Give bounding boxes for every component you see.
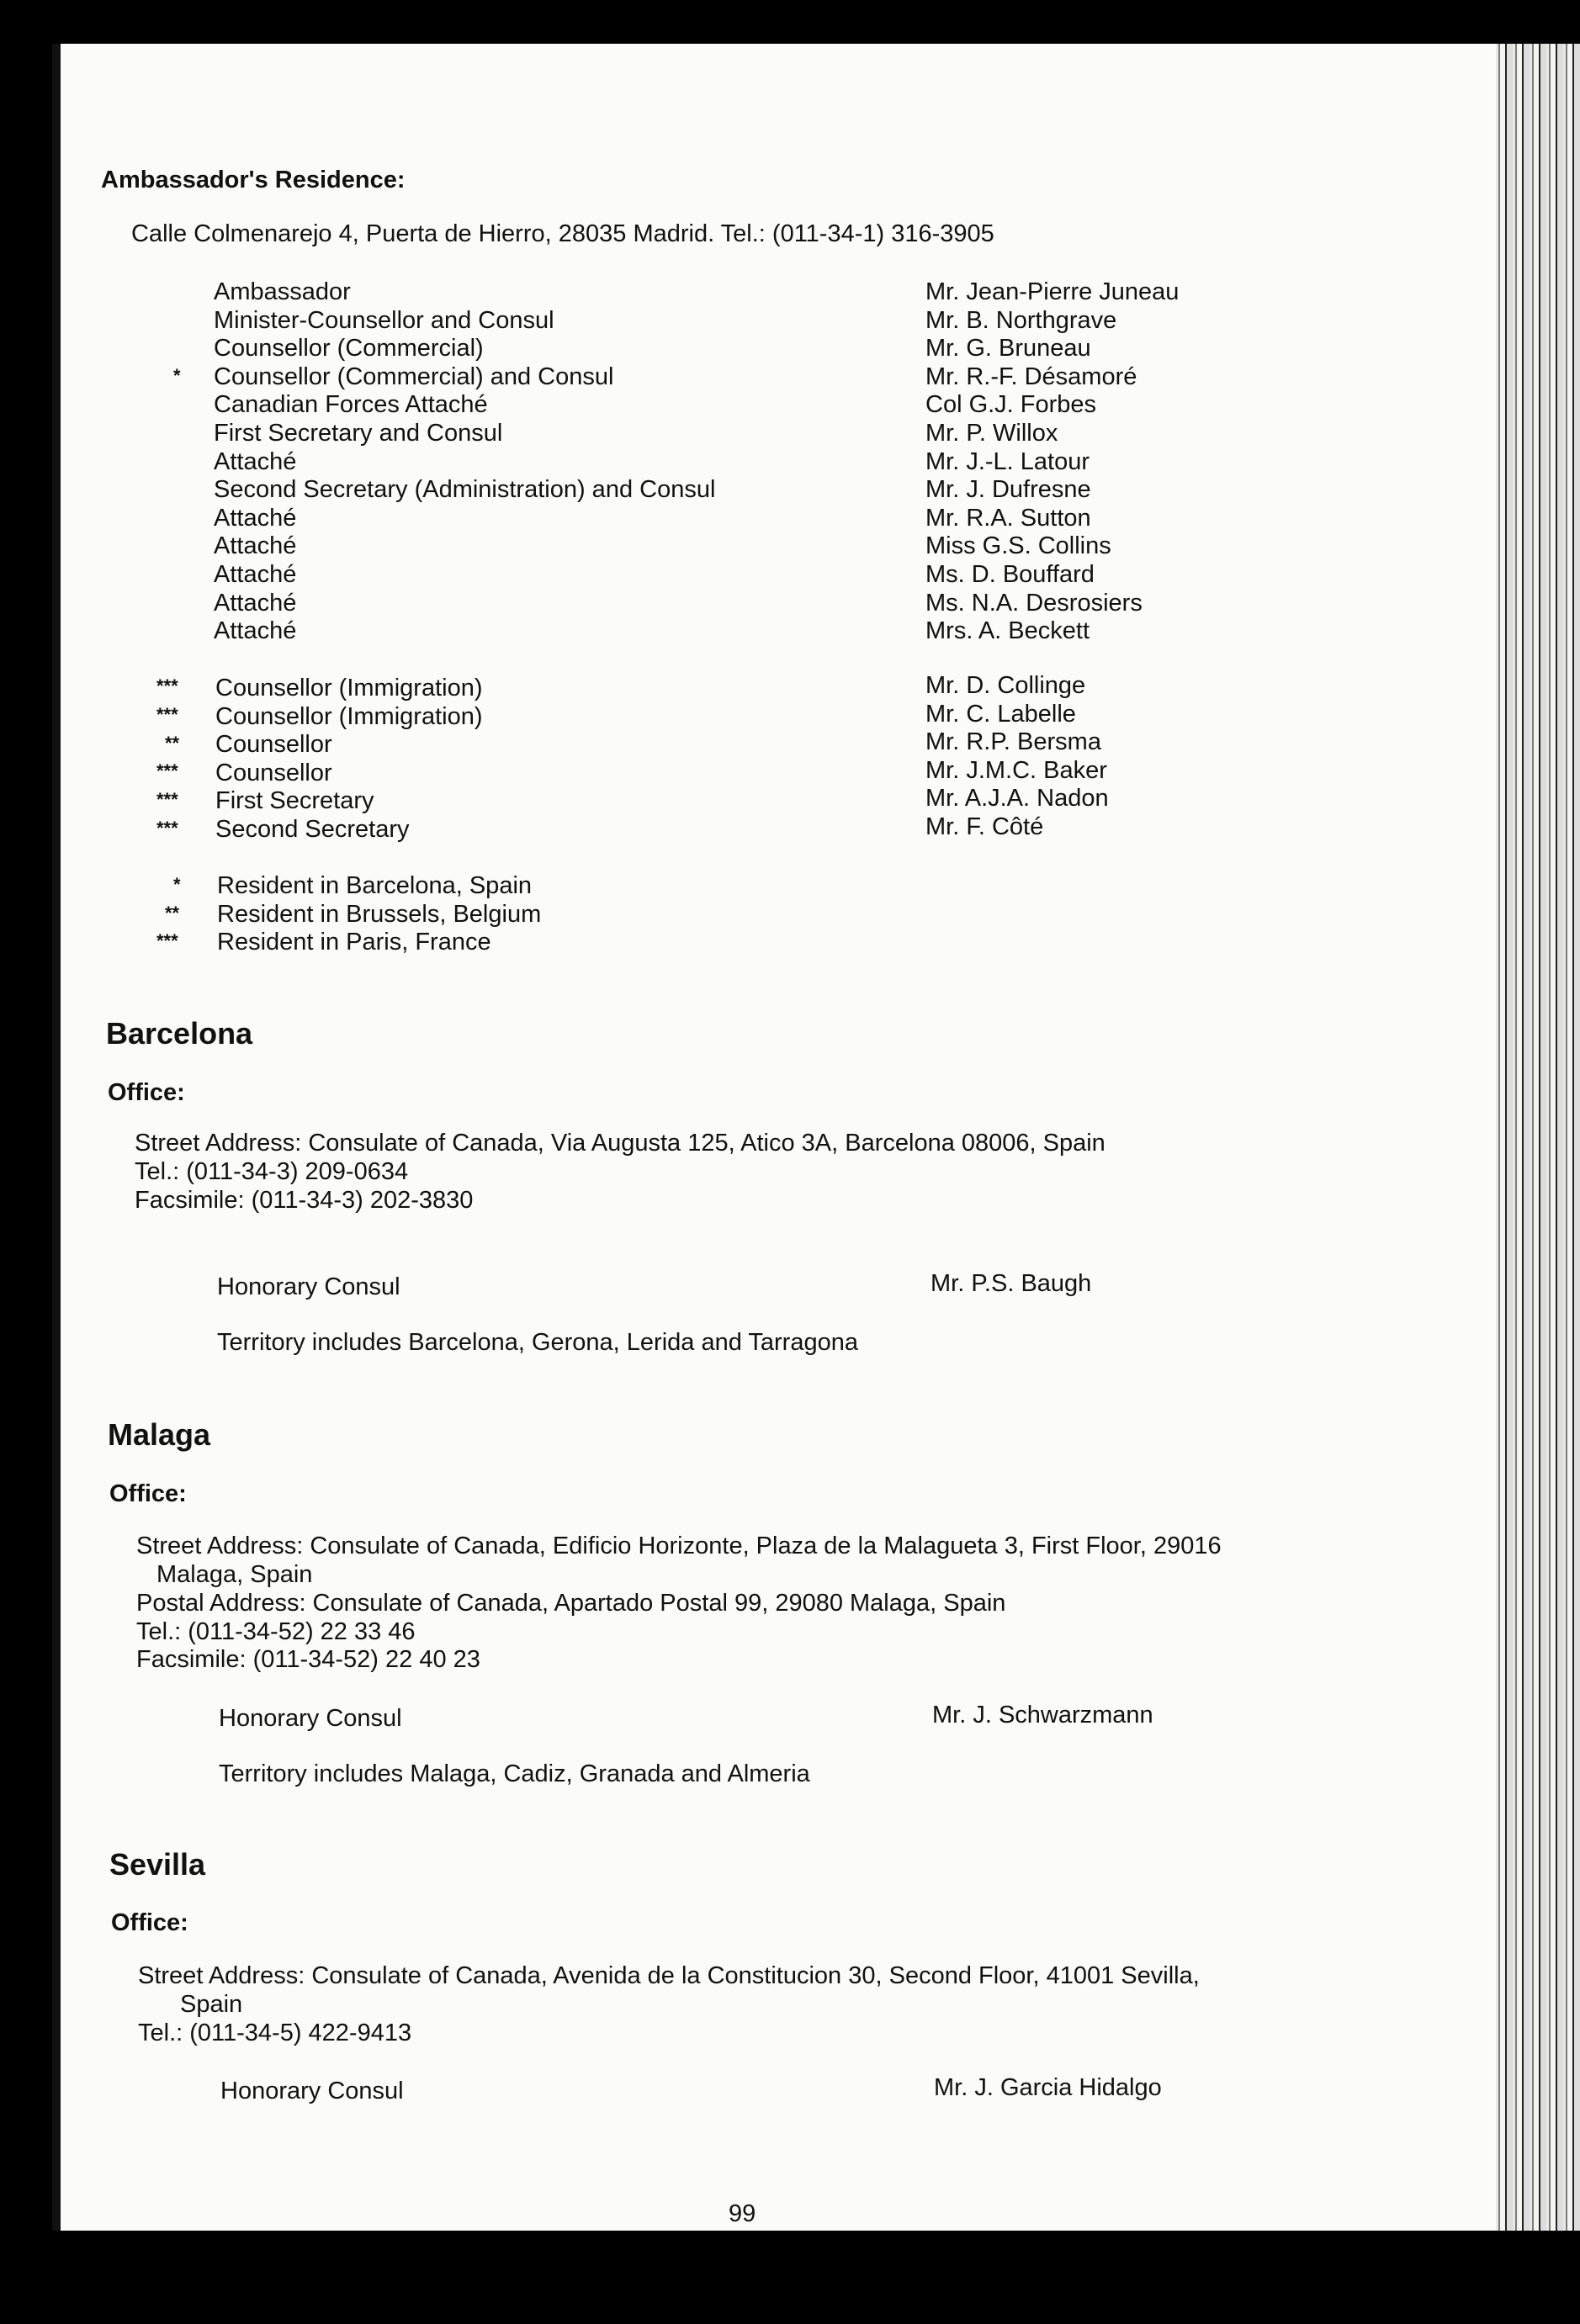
- staff-name: Mr. C. Labelle: [925, 700, 1076, 728]
- footnote-mark: ***: [156, 789, 178, 810]
- staff-a-titles: [214, 278, 715, 646]
- sevilla-office-label: Office:: [111, 1909, 188, 1936]
- barcelona-street-address: Street Address: Consulate of Canada, Via Augusta 125, Atico 3A, Barcelona 08006, Spain: [135, 1130, 1105, 1157]
- staff-title: Second Secretary (Administration) and Consul: [214, 476, 716, 504]
- staff-title: First Secretary: [215, 787, 374, 815]
- footnote-texts: [217, 872, 541, 957]
- footnote-mark: ***: [156, 704, 178, 725]
- staff-title: Attaché: [214, 447, 297, 475]
- staff-name: Mr. J.M.C. Baker: [925, 756, 1107, 784]
- staff-title: First Secretary and Consul: [214, 419, 503, 447]
- staff-title: Attaché: [214, 504, 297, 532]
- footnote-mark: ***: [156, 675, 178, 696]
- staff-title: Second Secretary: [215, 815, 410, 843]
- malaga-fax: Facsimile: (011-34-52) 22 40 23: [136, 1646, 480, 1673]
- sevilla-consul-name: Mr. J. Garcia Hidalgo: [934, 2074, 1162, 2101]
- staff-name: Mr. R.P. Bersma: [925, 728, 1101, 756]
- barcelona-office-label: Office:: [108, 1079, 185, 1106]
- malaga-heading: Malaga: [108, 1417, 211, 1452]
- staff-title: Attaché: [214, 560, 297, 588]
- staff-name: Mr. D. Collinge: [925, 672, 1086, 699]
- staff-title: Canadian Forces Attaché: [214, 391, 488, 419]
- staff-title: Counsellor: [215, 759, 332, 786]
- staff-name: Mr. G. Bruneau: [925, 335, 1091, 363]
- footnote-mark: ***: [156, 818, 178, 839]
- sevilla-tel: Tel.: (011-34-5) 422-9413: [138, 2020, 412, 2046]
- staff-title: Attaché: [214, 617, 297, 645]
- staff-name: Mr. P. Willox: [925, 419, 1058, 447]
- malaga-street-address-cont: Malaga, Spain: [156, 1561, 313, 1588]
- staff-title: Counsellor: [215, 731, 332, 759]
- malaga-tel: Tel.: (011-34-52) 22 33 46: [136, 1618, 416, 1645]
- sevilla-heading: Sevilla: [109, 1847, 206, 1882]
- staff-title: Counsellor (Commercial): [214, 335, 484, 363]
- staff-b-names: [925, 672, 1109, 842]
- sevilla-street-address: Street Address: Consulate of Canada, Avenida de la Constitucion 30, Second Floor, 41001 Sevilla,: [138, 1962, 1200, 1989]
- staff-title: Attaché: [214, 589, 297, 617]
- staff-name: Mrs. A. Beckett: [925, 617, 1090, 645]
- staff-name: Mr. R.-F. Désamoré: [925, 363, 1137, 390]
- page-binding-shadow: [52, 44, 61, 2231]
- footnote-mark: *: [173, 874, 181, 895]
- residence-address: Calle Colmenarejo 4, Puerta de Hierro, 28035 Madrid. Tel.: (011-34-1) 316-3905: [131, 220, 994, 247]
- staff-name: Mr. F. Côté: [925, 813, 1044, 840]
- staff-name: Ms. N.A. Desrosiers: [925, 589, 1143, 617]
- staff-title: Ambassador: [214, 278, 351, 305]
- sevilla-consul-role: Honorary Consul: [220, 2078, 404, 2104]
- staff-b-titles: [215, 675, 483, 844]
- staff-title: Minister-Counsellor and Consul: [214, 306, 554, 334]
- malaga-postal-address: Postal Address: Consulate of Canada, Apartado Postal 99, 29080 Malaga, Spain: [136, 1590, 1006, 1617]
- barcelona-heading: Barcelona: [106, 1016, 253, 1051]
- malaga-consul-name: Mr. J. Schwarzmann: [932, 1702, 1153, 1728]
- staff-title: Counsellor (Commercial) and Consul: [214, 363, 614, 390]
- staff-a-names: [925, 278, 1179, 646]
- staff-title: Counsellor (Immigration): [215, 702, 483, 730]
- staff-name: Mr. R.A. Sutton: [925, 504, 1091, 532]
- malaga-territory: Territory includes Malaga, Cadiz, Granada and Almeria: [219, 1760, 810, 1787]
- malaga-street-address: Street Address: Consulate of Canada, Edificio Horizonte, Plaza de la Malagueta 3, First Floor, 29016: [136, 1533, 1222, 1559]
- page-number: 99: [729, 2200, 756, 2227]
- footnote-text: Resident in Paris, France: [217, 929, 491, 956]
- footnote-mark: ***: [156, 760, 178, 781]
- residence-heading: Ambassador's Residence:: [101, 167, 406, 193]
- sevilla-street-address-cont: Spain: [180, 1991, 243, 2018]
- barcelona-territory: Territory includes Barcelona, Gerona, Lerida and Tarragona: [217, 1329, 858, 1356]
- staff-name: Miss G.S. Collins: [925, 532, 1111, 560]
- staff-name: Col G.J. Forbes: [925, 391, 1097, 419]
- staff-name: Mr. Jean-Pierre Juneau: [925, 278, 1180, 305]
- staff-title: Attaché: [214, 532, 297, 560]
- staff-name: Mr. A.J.A. Nadon: [925, 785, 1109, 813]
- barcelona-fax: Facsimile: (011-34-3) 202-3830: [135, 1187, 474, 1214]
- staff-name: Mr. J.-L. Latour: [925, 447, 1090, 475]
- barcelona-consul-role: Honorary Consul: [217, 1273, 400, 1300]
- staff-name: Mr. B. Northgrave: [925, 306, 1117, 334]
- malaga-office-label: Office:: [109, 1480, 187, 1507]
- barcelona-consul-name: Mr. P.S. Baugh: [931, 1270, 1092, 1297]
- footnote-mark: **: [165, 733, 180, 754]
- malaga-consul-role: Honorary Consul: [219, 1705, 402, 1732]
- staff-name: Ms. D. Bouffard: [925, 560, 1095, 588]
- staff-name: Mr. J. Dufresne: [925, 476, 1091, 504]
- footnote-text: Resident in Barcelona, Spain: [217, 872, 533, 899]
- staff-title: Counsellor (Immigration): [215, 675, 483, 701]
- footnote-mark: *: [173, 365, 181, 386]
- page-stack-edge: [1496, 44, 1580, 2231]
- footnote-mark: ***: [156, 930, 178, 951]
- footnote-text: Resident in Brussels, Belgium: [217, 900, 542, 928]
- barcelona-tel: Tel.: (011-34-3) 209-0634: [135, 1158, 409, 1185]
- footnote-mark: **: [165, 903, 180, 924]
